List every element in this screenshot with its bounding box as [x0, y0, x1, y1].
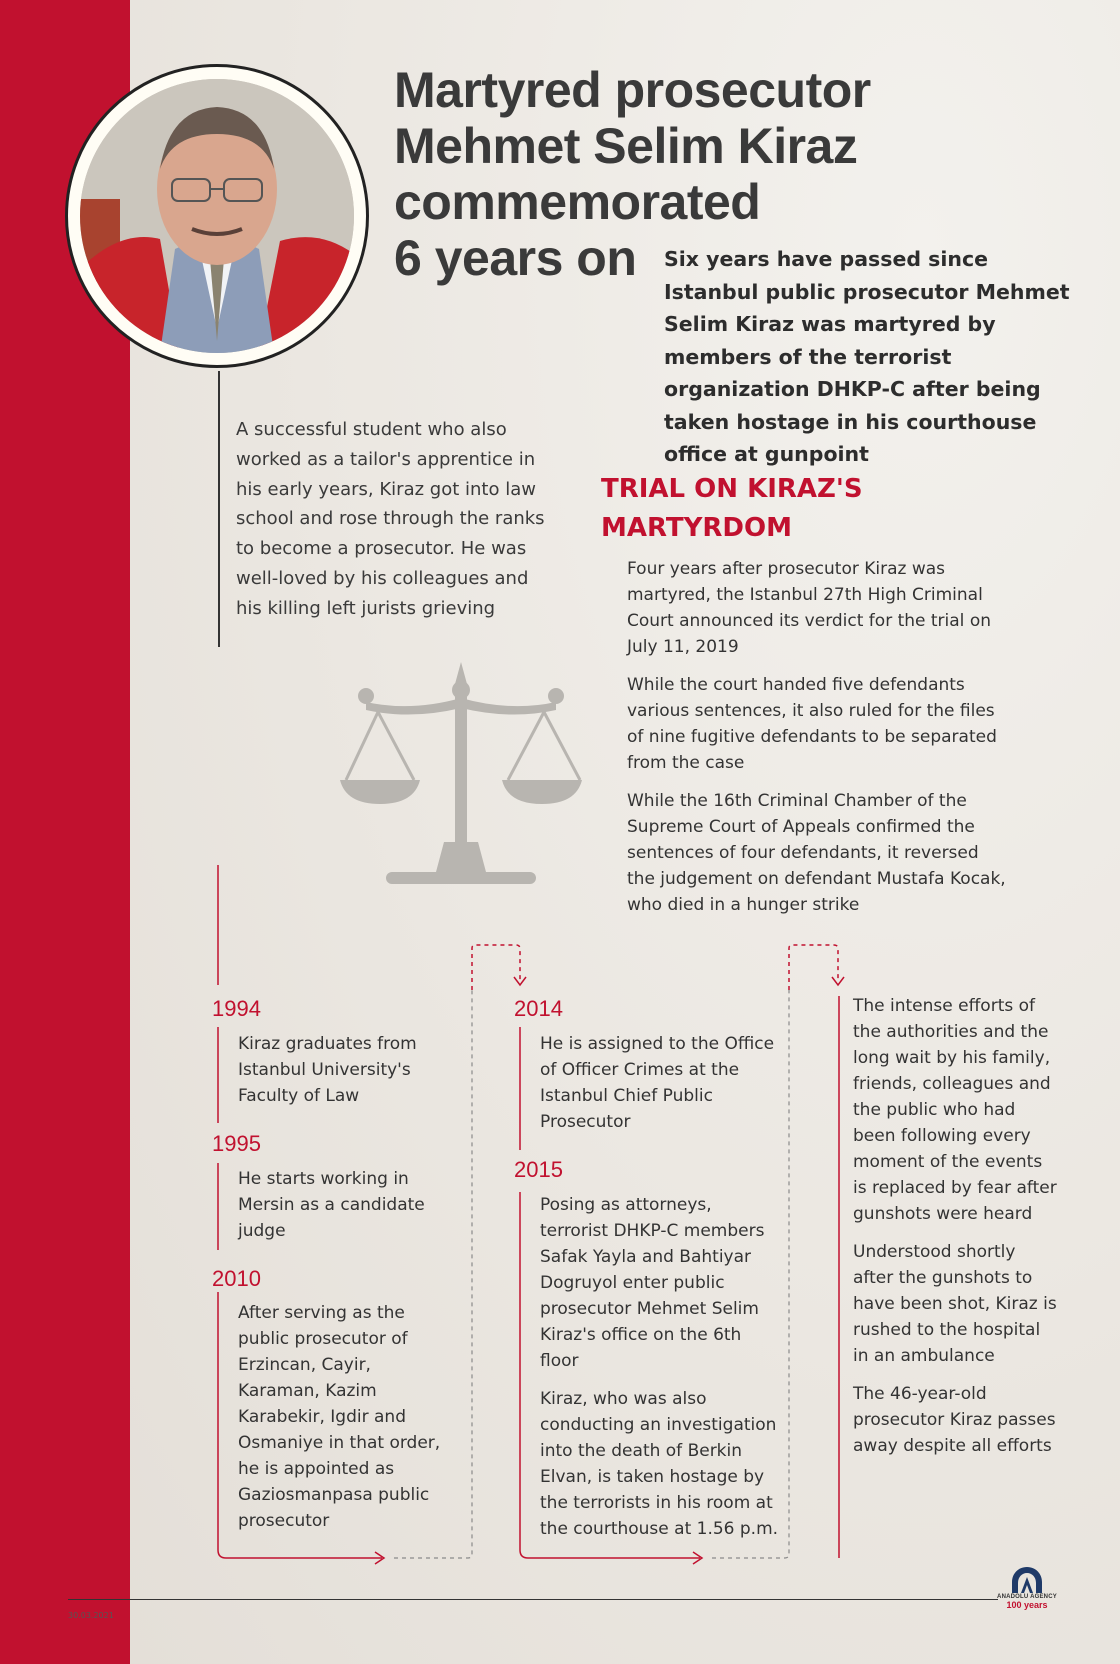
logo-name: ANADOLU AGENCY: [997, 1594, 1057, 1600]
intro-paragraph: A successful student who also worked as a tailor's apprentice in his early years, Kiraz got into law school and rose through the ranks to become a prosecutor. He was well-loved by his colleagues and his killing left jurists grieving: [236, 419, 545, 619]
timeline-paragraph: The intense efforts of the authorities and the long wait by his family, friends, colleagues and the public who had been following every moment of the events is replaced by fear after gunshots were heard: [853, 996, 1057, 1224]
trial-paragraph: Four years after prosecutor Kiraz was martyred, the Istanbul 27th High Criminal Court announced its verdict for the trial on July 11, 2019: [627, 559, 991, 657]
timeline-year-2014: 2014: [514, 996, 563, 1021]
timeline-col3-text: [853, 993, 1058, 1471]
timeline-text-1994: Kiraz graduates from Istanbul University's Faculty of Law: [238, 1034, 417, 1106]
anadolu-agency-logo: [995, 1566, 1059, 1626]
timeline-text-2014: He is assigned to the Office of Officer Crimes at the Istanbul Chief Public Prosecutor: [540, 1034, 775, 1132]
portrait-frame: [65, 64, 369, 368]
portrait-illustration: [80, 79, 354, 353]
timeline-year-1994: 1994: [212, 996, 261, 1021]
timeline-paragraph: Posing as attorneys, terrorist DHKP-C members Safak Yayla and Bahtiyar Dogruyol enter public prosecutor Mehmet Selim Kiraz's office on the 6th floor: [540, 1195, 765, 1371]
footer-rule: [68, 1599, 998, 1600]
title-line: 6 years on: [394, 230, 637, 286]
trial-paragraphs: [627, 556, 1007, 930]
intro-rule: [218, 371, 220, 647]
publish-date: 30.03.2021: [68, 1611, 114, 1620]
timeline-text-2010: After serving as the public prosecutor of Erzincan, Cayir, Karaman, Kazim Karabekir, Igdir and Osmaniye in that order, he is appointed as Gaziosmanpasa public prosecutor: [238, 1303, 441, 1531]
timeline-text-1995: He starts working in Mersin as a candidate judge: [238, 1169, 425, 1241]
trial-heading: TRIAL ON KIRAZ'S MARTYRDOM: [601, 474, 863, 543]
trial-paragraph: While the 16th Criminal Chamber of the Supreme Court of Appeals confirmed the sentences of four defendants, it reversed the judgement on defendant Mustafa Kocak, who died in a hunger strike: [627, 791, 1006, 915]
timeline-year-2015: 2015: [514, 1157, 563, 1182]
timeline-year-2010: 2010: [212, 1266, 261, 1291]
timeline-paragraph: Understood shortly after the gunshots to have been shot, Kiraz is rushed to the hospital in an ambulance: [853, 1242, 1057, 1366]
timeline-paragraph: Kiraz, who was also conducting an investigation into the death of Berkin Elvan, is taken hostage by the terrorists in his room at the courthouse at 1.56 p.m.: [540, 1389, 779, 1539]
title-line: commemorated: [394, 174, 761, 230]
portrait-photo: [80, 79, 354, 353]
timeline-paragraph: The 46-year-old prosecutor Kiraz passes away despite all efforts: [853, 1384, 1056, 1456]
scales-of-justice-icon: [336, 662, 586, 892]
anadolu-agency-mark-icon: [1010, 1566, 1044, 1594]
trial-paragraph: While the court handed five defendants various sentences, it also ruled for the files of nine fugitive defendants to be separated from the case: [627, 675, 997, 773]
timeline-year-1995: 1995: [212, 1131, 261, 1156]
logo-years: 100 years: [1006, 1600, 1048, 1610]
title-line: Martyred prosecutor: [394, 62, 871, 118]
timeline-text-2015: [540, 1192, 785, 1554]
lead-paragraph: Six years have passed since Istanbul public prosecutor Mehmet Selim Kiraz was martyred by members of the terrorist organization DHKP-C after being taken hostage in his courthouse office at gunpoint: [664, 247, 1070, 466]
title-line: Mehmet Selim Kiraz: [394, 118, 858, 174]
